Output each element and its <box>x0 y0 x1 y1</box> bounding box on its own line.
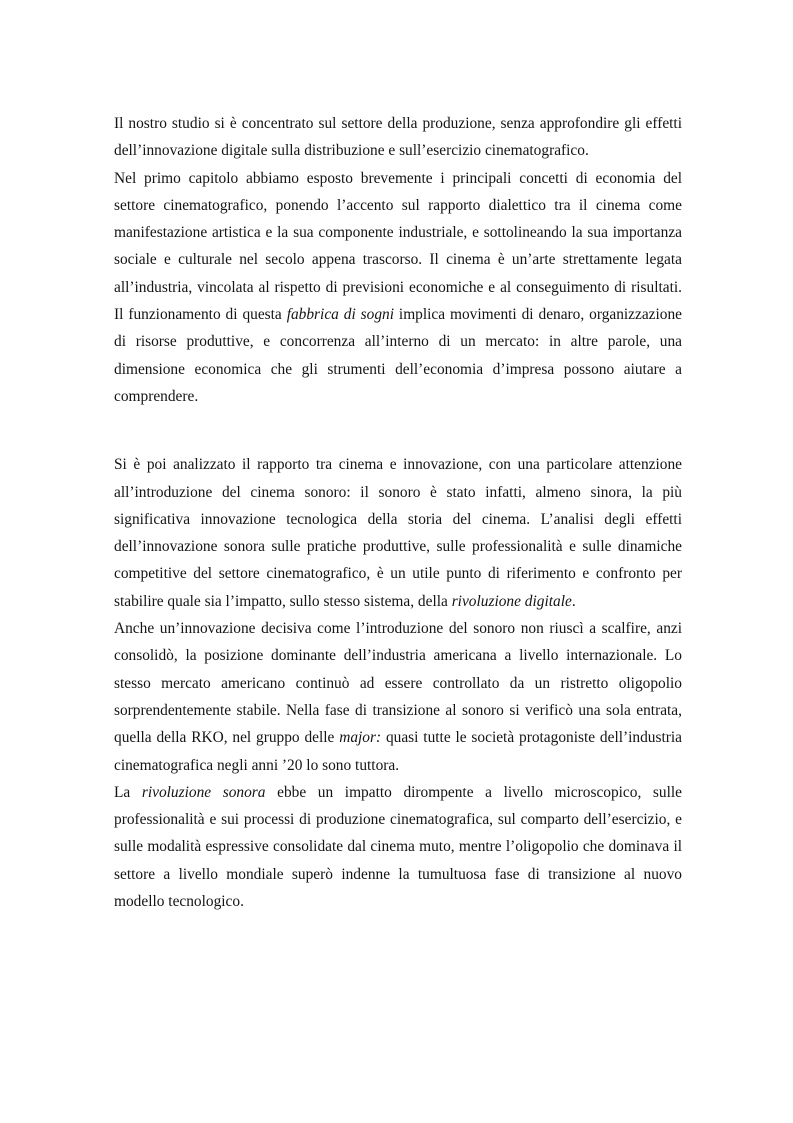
italic-phrase: fabbrica di sogni <box>286 306 395 324</box>
paragraph-text: Il nostro studio si è concentrato sul settore della produzione, senza approfondire gli effetti dell’innovazione digitale sulla distribuzione e sull’esercizio cinematografico. <box>114 115 682 160</box>
italic-phrase: rivoluzione digitale <box>451 592 572 610</box>
paragraph-sound-revolution <box>114 779 682 915</box>
paragraph-text: La <box>114 783 142 801</box>
paragraph-innovation <box>114 451 682 615</box>
paragraph-text: ebbe un impatto dirompente a livello microscopico, sulle professionalità e sui processi di produzione cinematografica, sul comparto dell’esercizio, e sulle modalità espressive consolidate dal cinema muto, mentre l’oligopolio che dominava il settore a livello mondiale superò indenne la tumultuosa fase di transizione al nuovo modello tecnologico. <box>114 783 682 911</box>
body-text <box>114 110 682 915</box>
italic-phrase: major: <box>339 729 382 747</box>
paragraph-text: implica movimenti di denaro, organizzazione di risorse produttive, e concorrenza all’interno di un mercato: in altre parole, una dimensione economica che gli strumenti dell’economia d’impresa possono aiutare a comprendere. <box>114 306 683 405</box>
paragraph-text: . <box>571 592 576 610</box>
paragraph-text: Nel primo capitolo abbiamo esposto brevemente i principali concetti di economia del settore cinematografico, ponendo l’accento sul rapporto dialettico tra il cinema come manifestazione artistica e la sua componente industriale, e sottolineando la sua importanza sociale e culturale nel secolo appena trascorso. Il cinema è un’arte strettamente legata all’industria, vincolata al rispetto di previsioni economiche e al conseguimento di risultati. Il funzionamento di questa <box>114 169 682 324</box>
paragraph-first-chapter <box>114 165 682 411</box>
paragraph-sound-innovation <box>114 615 682 779</box>
paragraph-text: Anche un’innovazione decisiva come l’introduzione del sonoro non riuscì a scalfire, anzi consolidò, la posizione dominante dell’industria americana a livello internazionale. Lo stesso mercato americano continuò ad essere controllato da un ristretto oligopolio sorprendentemente stabile. Nella fase di transizione al sonoro si verificò una sola entrata, quella della RKO, nel gruppo delle <box>114 620 682 747</box>
paragraph-text: Si è poi analizzato il rapporto tra cinema e innovazione, con una particolare attenzione all’introduzione del cinema sonoro: il sonoro è stato infatti, almeno sinora, la più significativa innovazione tecnologica della storia del cinema. L’analisi degli effetti dell’innovazione sonora sulle pratiche produttive, sulle professionalità e sulle dinamiche competitive del settore cinematografico, è un utile punto di riferimento e confronto per stabilire quale sia l’impatto, sullo stesso sistema, della <box>114 456 682 610</box>
italic-phrase: rivoluzione sonora <box>141 783 266 801</box>
paragraph-text: quasi tutte le società protagoniste dell’industria cinematografica negli anni ’20 lo sono tuttora. <box>114 729 682 774</box>
paragraph-scope <box>114 110 682 165</box>
